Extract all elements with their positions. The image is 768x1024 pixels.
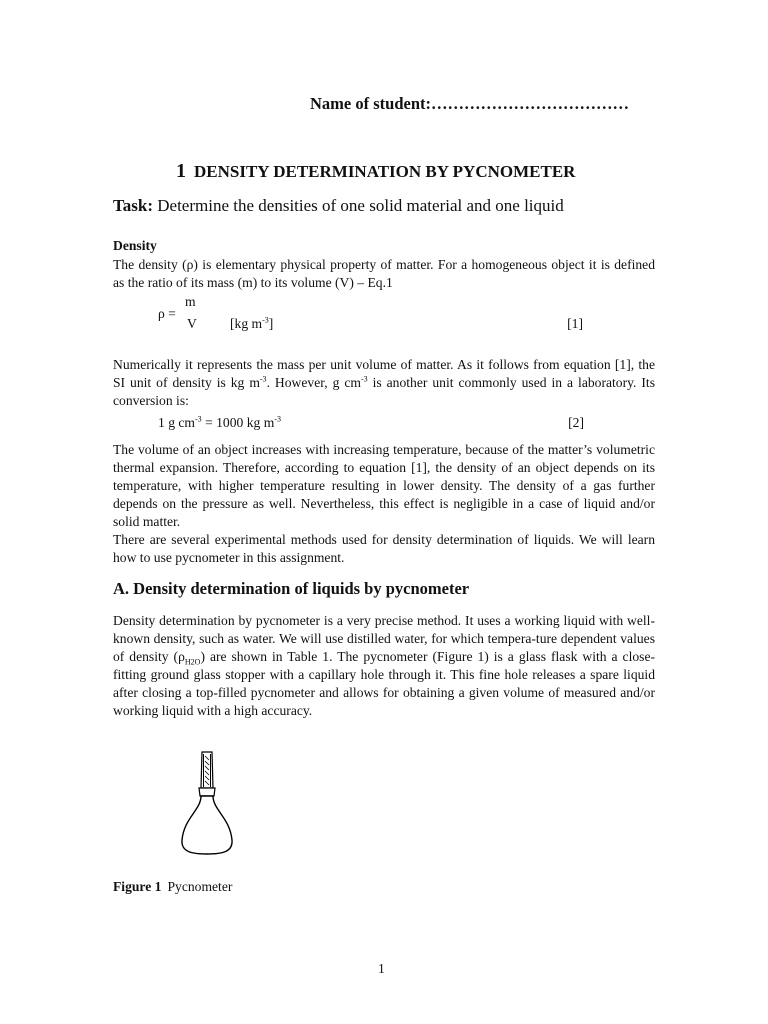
- density-intro-paragraph: The density (ρ) is elementary physical property of matter. For a homogeneous object it is defined as the ratio of its mass (m) to its volume (V) – Eq.1: [113, 257, 655, 290]
- eq1-unit: [kg $m^{-3}$]: [230, 315, 274, 331]
- methods-paragraph: There are several experimental methods used for density determination of liquids. We will learn how to use pycnometer in this assignment.: [113, 532, 655, 565]
- equation-2: [158, 415, 584, 431]
- temperature-paragraph: The volume of an object increases with increasing temperature, because of the matter’s volumetric thermal expansion. Therefore, according to equation [1], the density of an object depends on its temperature, with higher temperature resulting in lower density. The density of a gas further depends on the pressure as well. Nevertheless, this effect is negligible in a case of liquid and/or solid matter.: [113, 442, 655, 529]
- section-a-paragraph: Density determination by pycnometer is a very precise method. It uses a working liquid with well-known density, such as water. We will use distilled water, for which tempera-ture dependent values of density $(\rho_{H2O})$ are shown in Table 1. The pycnometer (Figure 1) is a glass flask with a close-fitting ground glass stopper with a capillary hole through it. This fine hole releases a spare liquid after closing a top-filled pycnometer and allows for obtaining a given volume of measured and/or working liquid with a high accuracy.: [113, 613, 656, 718]
- eq1-lhs: ρ =: [158, 306, 176, 321]
- eq1-numerator: m: [185, 294, 196, 309]
- unit-paragraph: Numerically it represents the mass per unit volume of matter. As it follows from equation [1], the SI unit of density is kg $m^{-3}$. However, g $cm^{-3}$ is another unit commonly used in a laboratory. Its conversion is:: [113, 357, 655, 408]
- eq2-reference: [2]: [568, 415, 584, 430]
- figure-caption-text: Pycnometer: [167, 879, 233, 894]
- page-number: 1: [378, 961, 385, 976]
- figure-caption: [113, 879, 232, 895]
- pycnometer-flask-icon: [172, 748, 242, 860]
- density-heading: Density: [113, 238, 157, 253]
- section-a-heading: A. Density determination of liquids by pycnometer: [113, 579, 470, 598]
- page-title: [176, 160, 575, 183]
- task-text: Determine the densities of one solid material and one liquid: [153, 196, 564, 215]
- student-name-line: Name of student:………………………………: [310, 94, 629, 113]
- eq1-reference: [1]: [567, 316, 583, 331]
- task-label: Task:: [113, 196, 154, 215]
- figure-label: Figure 1: [113, 879, 162, 894]
- title-text: DENSITY DETERMINATION BY PYCNOMETER: [194, 162, 576, 181]
- equation-1: [113, 292, 583, 336]
- task-line: [113, 196, 564, 216]
- eq1-denominator: V: [187, 316, 197, 331]
- title-number: 1: [176, 160, 186, 182]
- eq2-expression: 1 g $cm^{-3} = 1000$ kg $m^{-3}$: [158, 414, 281, 430]
